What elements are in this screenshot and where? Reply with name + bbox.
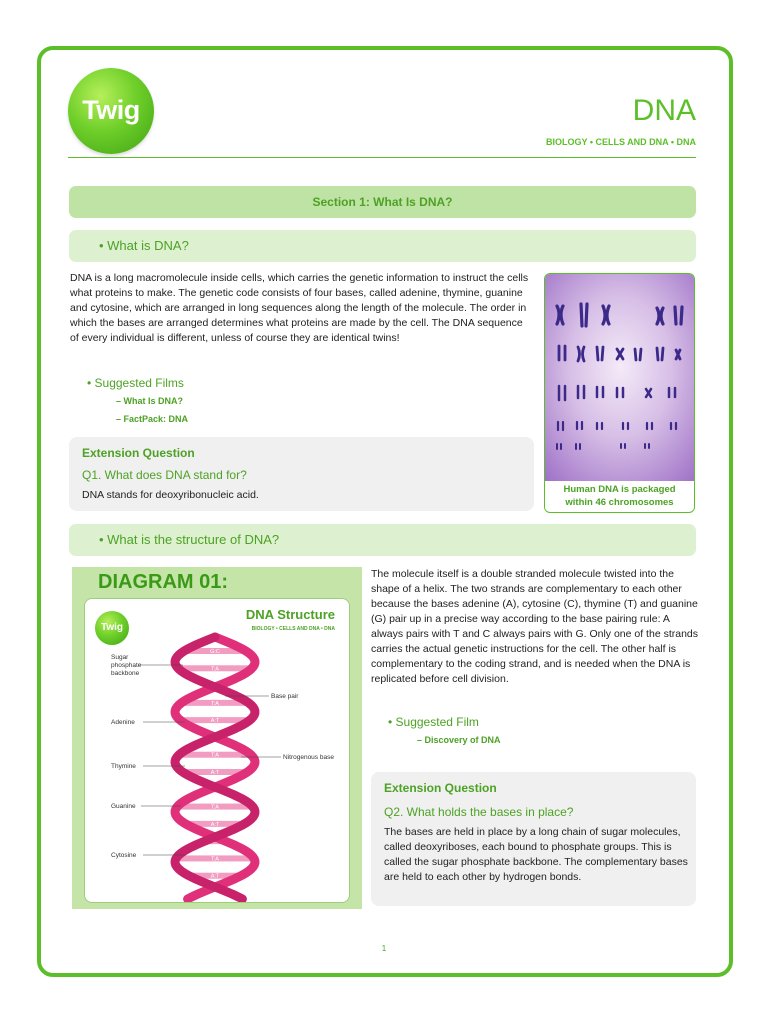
label-adenine: Adenine: [111, 719, 135, 726]
base-pair-label: T:A: [211, 752, 219, 759]
photo-caption-line-2: within 46 chromosomes: [565, 497, 674, 508]
section-title: Section 1: What Is DNA?: [69, 186, 696, 218]
label-base-pair: Base pair: [271, 693, 299, 700]
extension-question-text: Q2. What holds the bases in place?: [384, 805, 574, 819]
label-guanine: Guanine: [111, 803, 136, 810]
chromosome-photo-card: [544, 273, 695, 513]
logo-text: Twig: [82, 95, 140, 125]
chromosome-image: [545, 274, 695, 481]
subheading-structure-of-dna: • What is the structure of DNA?: [69, 524, 696, 556]
base-pair-label: G:C: [210, 787, 220, 794]
diagram-label: DIAGRAM 01:: [98, 571, 229, 593]
base-pair-label: T:A: [211, 700, 219, 707]
dna-structure-diagram: [84, 598, 350, 903]
base-pair-label: A:T: [210, 718, 220, 725]
label-sugar-line-2: phosphate: [111, 662, 142, 669]
page-number: 1: [381, 944, 387, 953]
diagram-title: DNA Structure: [245, 607, 335, 622]
diagram-panel: [72, 567, 362, 909]
film-link-what-is-dna[interactable]: – What Is DNA?: [116, 396, 184, 406]
twig-logo: [68, 68, 154, 154]
suggested-film-heading: • Suggested Film: [388, 715, 479, 729]
label-sugar-line-1: Sugar: [111, 654, 129, 661]
base-pair-label: T:A: [211, 856, 219, 863]
page-title: DNA: [632, 94, 696, 127]
base-pair-label: G:C: [210, 649, 220, 655]
label-cytosine: Cytosine: [111, 852, 137, 859]
base-pair-label: A:T: [210, 770, 220, 776]
label-sugar-line-3: backbone: [111, 670, 140, 677]
dna-helix-drawing: [85, 599, 350, 903]
suggested-films-list: [116, 392, 188, 428]
diagram-subtitle: BIOLOGY • CELLS AND DNA • DNA: [251, 626, 335, 632]
extension-question-title: Extension Question: [82, 446, 195, 460]
structure-paragraph: The molecule itself is a double stranded molecule twisted into the shape of a helix. The two strands are complementary to each other because the bases adenine (A), cytosine (C), thymine (T) and guanine (G) pair up in a precise way according to the base pairing rule: A always pairs with T and C always pairs with G. Only one of the strands carries the actual genetic instructions for the cell. The other half is complementary to the coding strand, and is needed when the DNA is replicated before cell division.: [371, 568, 699, 685]
extension-question-box-1: [69, 437, 534, 511]
label-nitrogenous-base: Nitrogenous base: [283, 754, 334, 761]
suggested-film-list: [417, 731, 501, 749]
base-pair-label: A:T: [210, 821, 220, 828]
base-pair-label: C:G: [210, 839, 220, 846]
subheading-what-is-dna: • What is DNA?: [69, 230, 696, 262]
photo-caption-line-1: Human DNA is packaged: [563, 484, 676, 495]
extension-question-title: Extension Question: [384, 781, 497, 795]
what-is-dna-paragraph: DNA is a long macromolecule inside cells, which carries the genetic information to instruct the cells what proteins to make. The genetic code consists of four bases, called adenine, thymine, guanine and cytosine, which are arranged in long sequences along the length of the molecule. The order in which the bases are arranged determines what proteins are made by the cell. The DNA sequence of every individual is different, unless of course they are identical twins!: [70, 272, 529, 344]
header-divider: [68, 157, 696, 158]
base-pair-label: T:A: [211, 666, 219, 673]
film-link-factpack-dna[interactable]: – FactPack: DNA: [116, 414, 189, 424]
diagram-logo-text: Twig: [100, 622, 124, 633]
breadcrumb: BIOLOGY • CELLS AND DNA • DNA: [546, 137, 696, 147]
base-pair-label: T:A: [211, 804, 219, 811]
extension-question-text: Q1. What does DNA stand for?: [82, 468, 247, 482]
label-thymine: Thymine: [111, 763, 136, 770]
film-link-discovery-of-dna[interactable]: – Discovery of DNA: [417, 735, 501, 745]
base-pair-label: A:T: [210, 873, 220, 880]
photo-caption: [545, 483, 694, 509]
extension-answer-text: The bases are held in place by a long chain of sugar molecules, called deoxyriboses, each bound to phosphate groups. This is called the sugar phosphate backbone. The complementary bases are held to each other by hydrogen bonds.: [384, 826, 688, 883]
suggested-films-heading: • Suggested Films: [87, 376, 184, 390]
extension-question-box-2: [371, 772, 696, 906]
extension-answer-text: DNA stands for deoxyribonucleic acid.: [82, 489, 259, 501]
